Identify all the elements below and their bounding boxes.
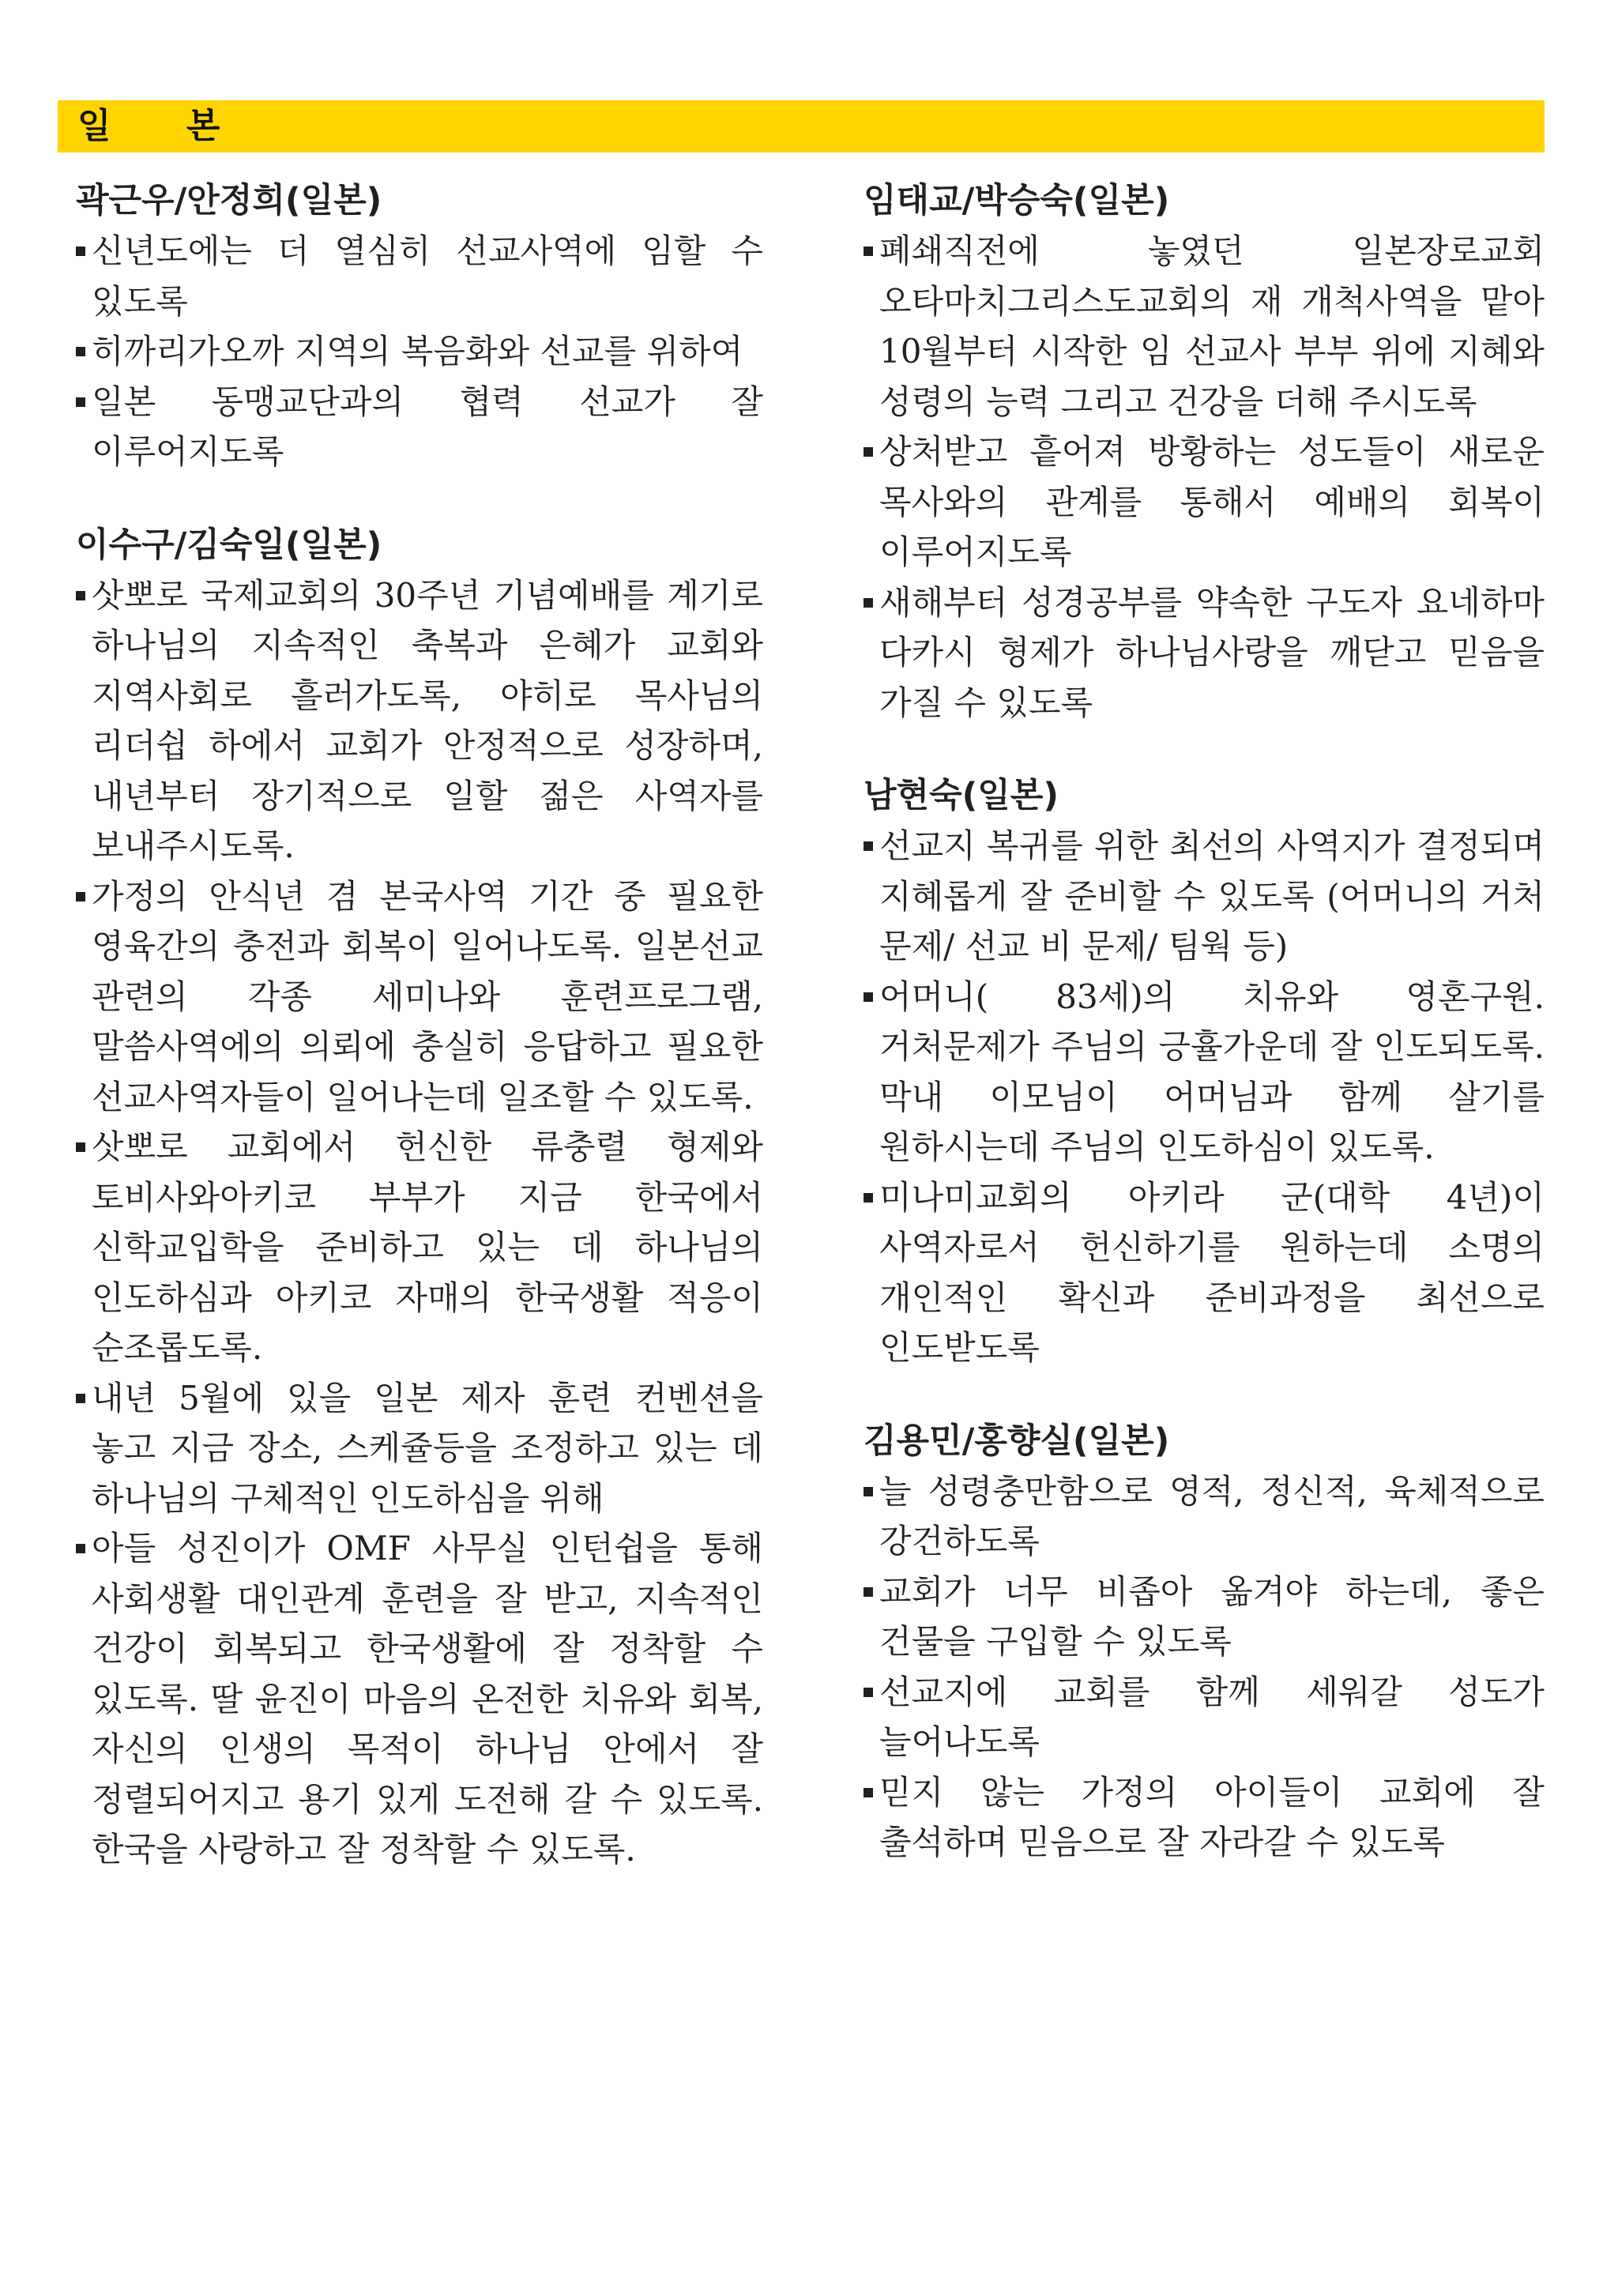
- prayer-item: [76, 570, 763, 871]
- square-bullet-icon: [864, 1193, 873, 1203]
- prayer-text: 신년도에는 더 열심히 선교사역에 임할 수 있도록: [92, 231, 763, 321]
- prayer-item: [864, 1567, 1545, 1667]
- missionary-name: 임태교/박승숙(일본): [864, 181, 1170, 220]
- prayer-text: 아들 성진이가 OMF 사무실 인턴쉽을 통해 사회생활 대인관계 훈련을 잘 받고, 지속적인 건강이 회복되고 한국생활에 잘 정착할 수 있도록. 딸 윤진이 마음의 온전한 치유와 회복, 자신의 인생의 목적이 하나님 안에서 잘 정렬되어지고 용기 있게 도전해 갈 수 있도록. 한국을 사랑하고 잘 정착할 수 있도록.: [92, 1529, 763, 1869]
- missionary-section: [76, 520, 763, 1875]
- prayer-item: [864, 1466, 1545, 1567]
- prayer-item: [864, 1172, 1545, 1373]
- square-bullet-icon: [864, 841, 873, 851]
- square-bullet-icon: [864, 1487, 873, 1496]
- section-header-band: [58, 100, 1545, 152]
- prayer-item: [76, 226, 763, 326]
- prayer-item: [864, 578, 1545, 728]
- prayer-item: [864, 821, 1545, 972]
- right-column: [864, 175, 1545, 1910]
- prayer-item: [76, 1523, 763, 1875]
- prayer-text: 상처받고 흩어져 방황하는 성도들이 새로운 목사와의 관계를 통해서 예배의 회복이 이루어지도록: [879, 432, 1545, 571]
- missionary-name: 곽근우/안정희(일본): [76, 181, 382, 220]
- missionary-section: [864, 175, 1545, 728]
- prayer-text: 내년 5월에 있을 일본 제자 훈련 컨벤션을 놓고 지금 장소, 스케쥴등을 조정하고 있는 데 하나님의 구체적인 인도하심을 위해: [92, 1378, 763, 1518]
- prayer-text: 선교지 복귀를 위한 최선의 사역지가 결정되며 지혜롭게 잘 준비할 수 있도록 (어머니의 거처 문제/ 선교 비 문제/ 팀웍 등): [879, 826, 1545, 965]
- left-column: [76, 175, 763, 1918]
- prayer-item: [76, 1373, 763, 1524]
- square-bullet-icon: [864, 1788, 873, 1797]
- missionary-name: 이수구/김숙일(일본): [76, 525, 382, 565]
- prayer-text: 선교지에 교회를 함께 세워갈 성도가 늘어나도록: [879, 1672, 1545, 1761]
- prayer-list: [864, 821, 1545, 1373]
- prayer-item: [76, 871, 763, 1123]
- square-bullet-icon: [864, 598, 873, 608]
- square-bullet-icon: [864, 447, 873, 457]
- prayer-list: [76, 226, 763, 477]
- prayer-item: [864, 1667, 1545, 1767]
- prayer-item: [76, 326, 763, 377]
- square-bullet-icon: [76, 1544, 85, 1553]
- prayer-text: 교회가 너무 비좁아 옮겨야 하는데, 좋은 건물을 구입할 수 있도록: [879, 1571, 1545, 1661]
- prayer-item: [76, 377, 763, 477]
- missionary-name: 남현숙(일본): [864, 776, 1059, 815]
- prayer-item: [864, 1767, 1545, 1868]
- prayer-item: [76, 1122, 763, 1373]
- prayer-text: 일본 동맹교단과의 협력 선교가 잘 이루어지도록: [92, 382, 763, 471]
- prayer-text: 폐쇄직전에 놓였던 일본장로교회 오타마치그리스도교회의 재 개척사역을 맡아 10월부터 시작한 임 선교사 부부 위에 지혜와 성령의 능력 그리고 건강을 더해 주시도록: [879, 231, 1545, 421]
- square-bullet-icon: [76, 397, 85, 407]
- prayer-text: 새해부터 성경공부를 약속한 구도자 요네하마 다카시 형제가 하나님사랑을 깨닫고 믿음을 가질 수 있도록: [879, 582, 1545, 722]
- prayer-list: [76, 570, 763, 1875]
- square-bullet-icon: [76, 347, 85, 356]
- prayer-text: 히까리가오까 지역의 복음화와 선교를 위하여: [92, 332, 743, 371]
- missionary-section: [864, 770, 1545, 1373]
- prayer-item: [864, 972, 1545, 1172]
- prayer-text: 어머니( 83세)의 치유와 영혼구원. 거처문제가 주님의 긍휼가운데 잘 인도되도록. 막내 이모님이 어머님과 함께 살기를 원하시는데 주님의 인도하심이 있도록.: [879, 977, 1545, 1166]
- missionary-section: [76, 175, 763, 477]
- prayer-item: [864, 226, 1545, 427]
- prayer-text: 미나미교회의 아키라 군(대학 4년)이 사역자로서 헌신하기를 원하는데 소명의 개인적인 확신과 준비과정을 최선으로 인도받도록: [879, 1177, 1545, 1367]
- square-bullet-icon: [76, 591, 85, 600]
- square-bullet-icon: [76, 1394, 85, 1403]
- prayer-text: 믿지 않는 가정의 아이들이 교회에 잘 출석하며 믿음으로 잘 자라갈 수 있도록: [879, 1772, 1545, 1861]
- square-bullet-icon: [76, 1142, 85, 1152]
- square-bullet-icon: [76, 892, 85, 901]
- square-bullet-icon: [864, 992, 873, 1002]
- square-bullet-icon: [864, 1587, 873, 1597]
- missionary-section: [864, 1416, 1545, 1868]
- prayer-text: 늘 성령충만함으로 영적, 정신적, 육체적으로 강건하도록: [879, 1471, 1545, 1560]
- missionary-name: 김용민/홍향실(일본): [864, 1421, 1170, 1461]
- prayer-text: 삿뽀로 국제교회의 30주년 기념예배를 계기로 하나님의 지속적인 축복과 은혜가 교회와 지역사회로 흘러가도록, 야히로 목사님의 리더쉽 하에서 교회가 안정적으로 성장하며, 내년부터 장기적으로 일할 젊은 사역자를 보내주시도록.: [92, 575, 763, 865]
- prayer-list: [864, 1466, 1545, 1868]
- square-bullet-icon: [864, 247, 873, 256]
- square-bullet-icon: [864, 1688, 873, 1697]
- square-bullet-icon: [76, 247, 85, 256]
- prayer-item: [864, 427, 1545, 578]
- prayer-text: 삿뽀로 교회에서 헌신한 류충렬 형제와 토비사와아키코 부부가 지금 한국에서 신학교입학을 준비하고 있는 데 하나님의 인도하심과 아키코 자매의 한국생활 적응이 순조롭도록.: [92, 1127, 763, 1367]
- prayer-list: [864, 226, 1545, 728]
- prayer-text: 가정의 안식년 겸 본국사역 기간 중 필요한 영육간의 충전과 회복이 일어나도록. 일본선교 관련의 각종 세미나와 훈련프로그램, 말씀사역에의 의뢰에 충실히 응답하고 필요한 선교사역자들이 일어나는데 일조할 수 있도록.: [92, 876, 763, 1116]
- section-title: 일 본: [77, 106, 252, 146]
